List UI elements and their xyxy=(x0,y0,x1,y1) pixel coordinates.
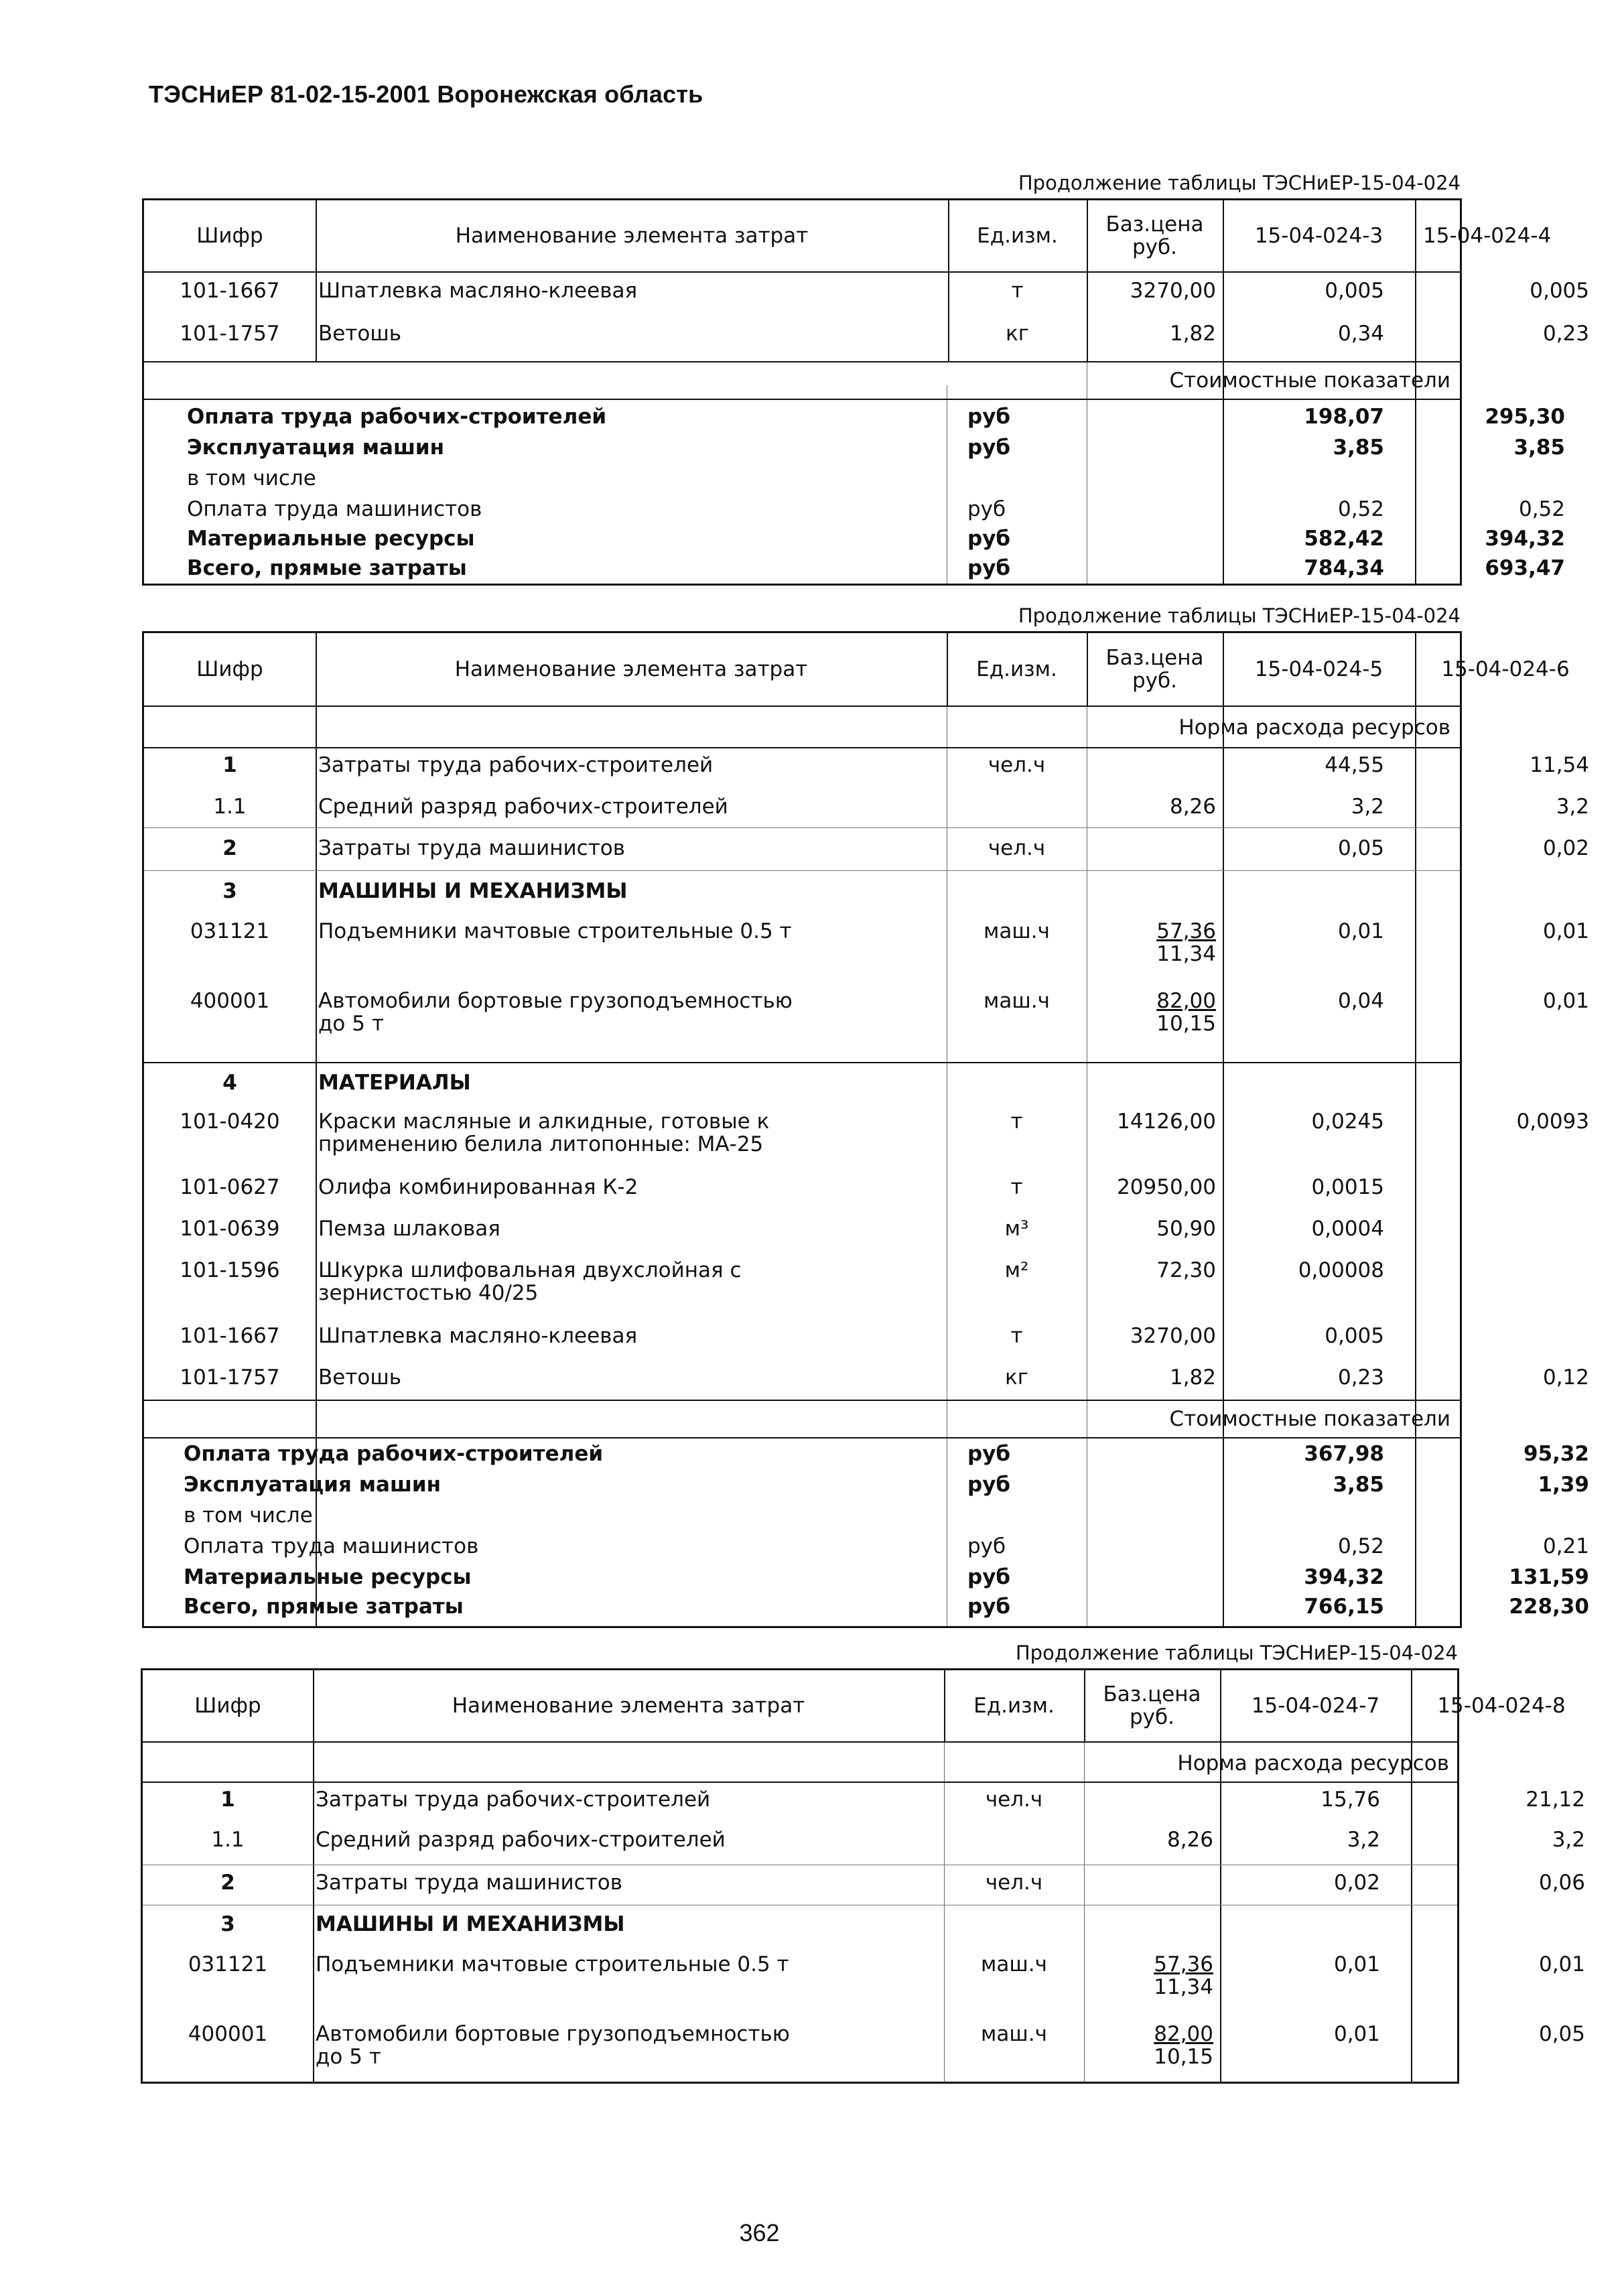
cost-value-b: 693,47 xyxy=(1485,556,1565,580)
row-value-a: 0,23 xyxy=(1337,1365,1384,1390)
row-value-b: 3,2 xyxy=(1556,795,1589,819)
row-code: 101-1667 xyxy=(180,1324,280,1348)
row-price-main: 82,00 xyxy=(1154,2022,1213,2046)
row-price-secondary: 10,15 xyxy=(1156,1012,1216,1036)
row-price: 50,90 xyxy=(1156,1217,1216,1241)
table-row xyxy=(144,795,1589,822)
row-value-b: 0,05 xyxy=(1538,2022,1585,2046)
row-value-a: 0,34 xyxy=(1337,322,1384,346)
table-row xyxy=(144,1110,1589,1164)
table-row xyxy=(144,989,1589,1043)
cost-name: в том числе xyxy=(187,466,316,490)
cost-row xyxy=(144,1534,1589,1562)
header-price xyxy=(1084,1670,1220,1741)
row-price-main: 57,36 xyxy=(1156,919,1216,943)
cost-row xyxy=(144,1565,1589,1593)
header-code: Шифр xyxy=(196,224,263,248)
table-row xyxy=(144,1325,1460,1351)
row-unit: чел.ч xyxy=(988,753,1046,777)
cost-name: Эксплуатация машин xyxy=(187,435,445,460)
table-row xyxy=(144,1176,1460,1203)
row-name-line1: Краски масляные и алкидные, готовые к xyxy=(318,1110,770,1134)
section-title: Стоимостные показатели xyxy=(1169,1407,1450,1431)
cost-row xyxy=(144,556,1565,584)
row-value-a: 15,76 xyxy=(1321,1788,1380,1812)
cost-unit: руб xyxy=(967,435,1011,460)
row-code: 3 xyxy=(222,879,237,903)
row-code: 101-0627 xyxy=(180,1175,280,1199)
header-code: Шифр xyxy=(196,657,263,681)
cost-value-b: 228,30 xyxy=(1509,1595,1589,1619)
table-row xyxy=(144,322,1589,349)
table-row xyxy=(143,1952,1585,2007)
cost-name: Всего, прямые затраты xyxy=(187,556,467,580)
row-unit: т xyxy=(1011,279,1024,303)
row-unit: кг xyxy=(1005,322,1029,346)
row-code: 2 xyxy=(220,1871,235,1895)
row-value-a: 0,0245 xyxy=(1311,1110,1384,1134)
cost-value-a: 3,85 xyxy=(1333,435,1384,460)
table-row xyxy=(144,1365,1589,1393)
cost-name: Оплата труда машинистов xyxy=(184,1534,479,1558)
row-name-line2: зернистостью 40/25 xyxy=(318,1281,539,1305)
row-name: Затраты труда рабочих-строителей xyxy=(318,753,714,777)
row-name: Затраты труда рабочих-строителей xyxy=(316,1788,711,1812)
header-name: Наименование элемента затрат xyxy=(455,224,809,248)
row-price: 14126,00 xyxy=(1117,1110,1216,1134)
cost-value-b: 0,52 xyxy=(1518,497,1565,521)
row-code: 1.1 xyxy=(211,1828,245,1852)
header-price-line2: руб. xyxy=(1130,1705,1174,1729)
cost-value-a: 0,52 xyxy=(1337,1534,1384,1558)
table-row xyxy=(144,1217,1460,1244)
header-price-line2: руб. xyxy=(1132,669,1177,693)
table-row xyxy=(144,1259,1460,1313)
row-name: Затраты труда машинистов xyxy=(316,1871,623,1895)
cost-unit: руб xyxy=(967,405,1011,429)
cost-value-b: 3,85 xyxy=(1513,435,1565,460)
row-code: 101-0420 xyxy=(180,1110,280,1134)
row-value-b: 0,02 xyxy=(1542,836,1589,860)
row-name: МАШИНЫ И МЕХАНИЗМЫ xyxy=(316,1912,625,1936)
cost-unit: руб xyxy=(967,1473,1011,1497)
cost-row xyxy=(144,1595,1589,1622)
table-row xyxy=(143,1788,1585,1815)
row-value-b: 11,54 xyxy=(1530,753,1589,777)
cost-value-a: 582,42 xyxy=(1304,527,1384,551)
section-title-row xyxy=(144,369,1460,396)
table-continuation-caption: Продолжение таблицы ТЭСНиЕР-15-04-024 xyxy=(1018,172,1461,194)
row-value-b: 0,01 xyxy=(1538,1952,1585,1976)
row-code: 031121 xyxy=(188,1952,268,1976)
resource-table-2 xyxy=(142,631,1589,1628)
row-price xyxy=(1087,990,1223,1043)
row-unit: маш.ч xyxy=(981,2022,1047,2046)
cost-value-b: 295,30 xyxy=(1485,405,1565,429)
row-code: 400001 xyxy=(190,989,270,1013)
cost-name: в том числе xyxy=(184,1503,313,1528)
cost-value-a: 766,15 xyxy=(1304,1595,1384,1619)
row-unit: чел.ч xyxy=(985,1871,1043,1895)
table-header-row xyxy=(144,633,1570,705)
row-code: 031121 xyxy=(190,919,270,943)
cost-value-a: 784,34 xyxy=(1304,556,1384,580)
row-price: 1,82 xyxy=(1169,322,1216,346)
cost-name: Оплата труда машинистов xyxy=(187,497,482,521)
row-name: Средний разряд рабочих-строителей xyxy=(316,1828,726,1852)
header-name: Наименование элемента затрат xyxy=(454,657,808,681)
cost-unit: руб xyxy=(967,1565,1011,1589)
row-value-b: 0,0093 xyxy=(1516,1110,1589,1134)
section-title-row xyxy=(144,716,1460,743)
row-unit: кг xyxy=(1004,1365,1028,1390)
row-name: Шпатлевка масляно-клеевая xyxy=(318,1324,638,1348)
row-unit: т xyxy=(1010,1110,1023,1134)
row-name-line1: Шкурка шлифовальная двухслойная с xyxy=(318,1258,742,1282)
cost-value-b: 95,32 xyxy=(1523,1442,1589,1466)
header-price xyxy=(1087,633,1223,705)
row-code: 101-0639 xyxy=(180,1217,280,1241)
table-row xyxy=(143,2022,1585,2076)
row-code: 1.1 xyxy=(213,795,247,819)
cost-unit: руб xyxy=(967,1534,1006,1558)
header-price-line2: руб. xyxy=(1132,235,1177,259)
cost-row xyxy=(144,527,1565,554)
row-price: 3270,00 xyxy=(1130,279,1216,303)
row-value-b: 0,005 xyxy=(1530,279,1589,303)
row-value-b: 0,01 xyxy=(1542,989,1589,1013)
table-row xyxy=(144,279,1589,306)
row-unit: чел.ч xyxy=(985,1788,1043,1812)
header-price xyxy=(1087,200,1223,271)
row-price: 20950,00 xyxy=(1117,1175,1216,1199)
row-price-secondary: 11,34 xyxy=(1156,942,1216,966)
cost-value-a: 3,85 xyxy=(1333,1473,1384,1497)
row-unit: чел.ч xyxy=(988,836,1046,860)
row-code: 101-1667 xyxy=(180,279,280,303)
row-value-a: 0,04 xyxy=(1337,989,1384,1013)
row-price: 3270,00 xyxy=(1130,1324,1216,1348)
row-code: 101-1757 xyxy=(180,1365,280,1390)
row-value-a: 3,2 xyxy=(1351,795,1384,819)
header-col-a: 15-04-024-3 xyxy=(1254,224,1383,248)
header-col-a: 15-04-024-5 xyxy=(1254,657,1383,681)
row-price: 72,30 xyxy=(1156,1258,1216,1282)
table-header-row xyxy=(143,1670,1566,1741)
row-value-b: 0,12 xyxy=(1542,1365,1589,1390)
cost-value-a: 0,52 xyxy=(1337,497,1384,521)
resource-table-1 xyxy=(142,198,1589,586)
header-unit: Ед.изм. xyxy=(977,224,1058,248)
resource-table-3 xyxy=(141,1668,1585,2084)
row-code: 3 xyxy=(220,1912,235,1936)
header-col-b: 15-04-024-8 xyxy=(1437,1694,1566,1718)
row-value-a: 0,0004 xyxy=(1311,1217,1384,1241)
cost-value-b: 394,32 xyxy=(1485,527,1565,551)
header-unit: Ед.изм. xyxy=(976,657,1057,681)
row-code: 4 xyxy=(222,1071,237,1095)
row-value-a: 3,2 xyxy=(1347,1828,1380,1852)
row-value-a: 0,005 xyxy=(1325,1324,1384,1348)
row-name: Подъемники мачтовые строительные 0.5 т xyxy=(318,919,792,943)
row-value-b: 21,12 xyxy=(1526,1788,1585,1812)
row-price xyxy=(1087,920,1223,973)
table-row xyxy=(143,1828,1585,1855)
row-price: 8,26 xyxy=(1166,1828,1213,1852)
section-heading-row xyxy=(144,880,1460,906)
cost-row xyxy=(144,497,1565,525)
table-header-row xyxy=(144,200,1552,271)
row-name: Олифа комбинированная К-2 xyxy=(318,1175,638,1199)
section-title-row xyxy=(143,1752,1457,1779)
row-unit: маш.ч xyxy=(984,989,1050,1013)
row-value-a: 0,02 xyxy=(1333,1871,1380,1895)
row-name-line2: до 5 т xyxy=(318,1012,384,1036)
header-code: Шифр xyxy=(194,1694,261,1718)
cost-row xyxy=(144,1442,1589,1469)
cost-unit: руб xyxy=(967,497,1006,521)
row-price xyxy=(1084,1953,1220,2007)
row-value-a: 0,05 xyxy=(1337,836,1384,860)
section-heading-row xyxy=(144,1071,1460,1098)
row-price: 8,26 xyxy=(1169,795,1216,819)
cost-name: Материальные ресурсы xyxy=(184,1565,472,1589)
section-title-row xyxy=(144,1408,1460,1434)
section-heading-row xyxy=(143,1913,1457,1940)
row-price-main: 57,36 xyxy=(1154,1952,1213,1976)
cost-row xyxy=(144,1504,1460,1531)
header-price-line1: Баз.цена xyxy=(1103,1682,1201,1706)
section-title: Норма расхода ресурсов xyxy=(1177,1751,1449,1775)
row-name-line1: Автомобили бортовые грузоподъемностью xyxy=(318,989,793,1013)
row-name-line2: до 5 т xyxy=(316,2045,381,2069)
row-value-a: 44,55 xyxy=(1325,753,1384,777)
row-price: 1,82 xyxy=(1169,1365,1216,1390)
row-value-a: 0,0015 xyxy=(1311,1175,1384,1199)
row-name: Шпатлевка масляно-клеевая xyxy=(318,279,638,303)
cost-row xyxy=(144,467,1460,494)
row-unit: т xyxy=(1010,1175,1023,1199)
cost-name: Оплата труда рабочих-строителей xyxy=(184,1442,604,1466)
row-code: 1 xyxy=(222,753,237,777)
cost-value-a: 198,07 xyxy=(1304,405,1384,429)
row-name: Подъемники мачтовые строительные 0.5 т xyxy=(316,1952,789,1976)
cost-unit: руб xyxy=(967,527,1011,551)
row-unit: м³ xyxy=(1004,1217,1029,1241)
row-name xyxy=(316,1110,947,1164)
row-name: Средний разряд рабочих-строителей xyxy=(318,795,728,819)
cost-value-a: 394,32 xyxy=(1304,1565,1384,1589)
header-price-line1: Баз.цена xyxy=(1105,646,1204,670)
header-col-a: 15-04-024-7 xyxy=(1251,1694,1380,1718)
header-name: Наименование элемента затрат xyxy=(452,1694,805,1718)
page-number: 362 xyxy=(739,2219,780,2246)
row-value-a: 0,00008 xyxy=(1298,1258,1384,1282)
table-row xyxy=(144,753,1589,781)
row-unit: маш.ч xyxy=(984,919,1050,943)
row-name: МАТЕРИАЛЫ xyxy=(318,1071,471,1095)
row-name: Ветошь xyxy=(318,1365,401,1390)
row-name-line1: Автомобили бортовые грузоподъемностью xyxy=(316,2022,790,2046)
cost-value-b: 131,59 xyxy=(1509,1565,1589,1589)
cost-name: Материальные ресурсы xyxy=(187,527,475,551)
row-name xyxy=(316,1259,947,1313)
cost-name: Всего, прямые затраты xyxy=(184,1595,464,1619)
row-name: Затраты труда машинистов xyxy=(318,836,626,860)
row-name: Пемза шлаковая xyxy=(318,1217,500,1241)
document-title: ТЭСНиЕР 81-02-15-2001 Воронежская область xyxy=(149,80,703,108)
section-title: Стоимостные показатели xyxy=(1169,368,1450,393)
row-value-b: 0,01 xyxy=(1542,919,1589,943)
header-col-b: 15-04-024-4 xyxy=(1423,224,1552,248)
header-col-b: 15-04-024-6 xyxy=(1441,657,1570,681)
row-value-a: 0,01 xyxy=(1333,1952,1380,1976)
row-unit: маш.ч xyxy=(981,1952,1047,1976)
table-row xyxy=(143,1871,1585,1898)
header-unit: Ед.изм. xyxy=(973,1694,1055,1718)
cost-unit: руб xyxy=(967,1595,1011,1619)
row-unit: т xyxy=(1010,1324,1023,1348)
row-code: 101-1596 xyxy=(180,1258,280,1282)
row-price-secondary: 10,15 xyxy=(1154,2045,1213,2069)
row-name: Ветошь xyxy=(318,322,401,346)
row-name: МАШИНЫ И МЕХАНИЗМЫ xyxy=(318,879,628,903)
row-value-b: 3,2 xyxy=(1552,1828,1585,1852)
row-name xyxy=(316,990,947,1043)
table-continuation-caption: Продолжение таблицы ТЭСНиЕР-15-04-024 xyxy=(1018,604,1461,627)
row-value-b: 0,06 xyxy=(1538,1871,1585,1895)
row-unit: м² xyxy=(1004,1258,1029,1282)
table-row xyxy=(144,836,1589,864)
row-code: 400001 xyxy=(188,2022,268,2046)
header-price-line1: Баз.цена xyxy=(1105,212,1204,237)
section-title: Норма расхода ресурсов xyxy=(1178,716,1450,740)
cost-name: Оплата труда рабочих-строителей xyxy=(187,405,607,429)
cost-name: Эксплуатация машин xyxy=(184,1473,442,1497)
row-code: 101-1757 xyxy=(180,322,280,346)
row-code: 2 xyxy=(222,836,237,860)
row-value-a: 0,01 xyxy=(1333,2022,1380,2046)
table-continuation-caption: Продолжение таблицы ТЭСНиЕР-15-04-024 xyxy=(1015,1641,1458,1664)
cost-value-b: 1,39 xyxy=(1538,1473,1589,1497)
row-name xyxy=(313,2023,944,2076)
row-value-a: 0,005 xyxy=(1325,279,1384,303)
cost-unit: руб xyxy=(967,1442,1011,1466)
row-price xyxy=(1084,2023,1220,2076)
row-code: 1 xyxy=(220,1788,235,1812)
cost-unit: руб xyxy=(967,556,1011,580)
row-value-a: 0,01 xyxy=(1337,919,1384,943)
cost-value-a: 367,98 xyxy=(1304,1442,1384,1466)
row-price-main: 82,00 xyxy=(1156,989,1216,1013)
table-row xyxy=(144,919,1589,973)
cost-row xyxy=(144,405,1565,432)
cost-value-b: 0,21 xyxy=(1542,1534,1589,1558)
cost-row xyxy=(144,1473,1589,1500)
row-value-b: 0,23 xyxy=(1542,322,1589,346)
row-price-secondary: 11,34 xyxy=(1154,1975,1213,1999)
row-name-line2: применению белила литопонные: МА-25 xyxy=(318,1132,764,1156)
cost-row xyxy=(144,435,1565,463)
